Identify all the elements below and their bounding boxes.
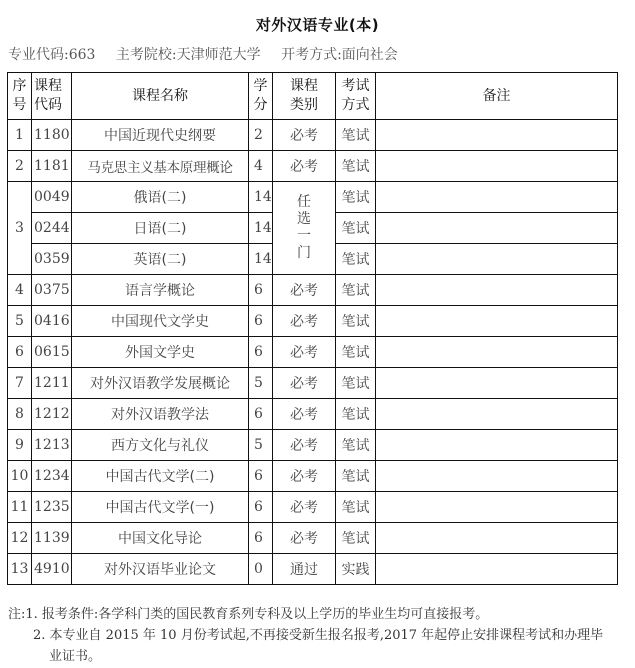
cell-type: 必考 <box>273 399 336 430</box>
header-type: 课程 类别 <box>273 73 336 120</box>
cell-credit: 0 <box>249 554 273 585</box>
cell-mode: 笔试 <box>336 430 376 461</box>
cell-type: 必考 <box>273 430 336 461</box>
header-remark: 备注 <box>376 73 618 120</box>
table-row <box>8 492 618 523</box>
cell-credit: 14 <box>249 182 273 213</box>
cell-type: 必考 <box>273 275 336 306</box>
cell-code: 1234 <box>32 461 72 492</box>
table-row <box>8 306 618 337</box>
cell-mode: 笔试 <box>336 523 376 554</box>
cell-name: 英语(二) <box>72 244 249 275</box>
cell-remark <box>376 430 618 461</box>
cell-code: 0416 <box>32 306 72 337</box>
table-row <box>8 461 618 492</box>
cell-type-elective: 任 选 一 门 <box>273 182 336 275</box>
cell-no: 7 <box>8 368 32 399</box>
table-row <box>8 554 618 585</box>
table-row <box>8 275 618 306</box>
cell-type: 必考 <box>273 120 336 151</box>
cell-mode: 笔试 <box>336 151 376 182</box>
cell-name: 外国文学史 <box>72 337 249 368</box>
header-name: 课程名称 <box>72 73 249 120</box>
header-credit: 学 分 <box>249 73 273 120</box>
cell-name: 西方文化与礼仪 <box>72 430 249 461</box>
cell-credit: 6 <box>249 492 273 523</box>
table-row <box>8 399 618 430</box>
cell-no: 8 <box>8 399 32 430</box>
cell-remark <box>376 306 618 337</box>
cell-remark <box>376 554 618 585</box>
cell-type: 必考 <box>273 492 336 523</box>
cell-mode: 笔试 <box>336 399 376 430</box>
cell-type: 必考 <box>273 337 336 368</box>
cell-mode: 笔试 <box>336 492 376 523</box>
cell-remark <box>376 244 618 275</box>
table-row <box>8 151 618 182</box>
cell-mode: 笔试 <box>336 368 376 399</box>
cell-type: 必考 <box>273 368 336 399</box>
cell-code: 1211 <box>32 368 72 399</box>
cell-no: 11 <box>8 492 32 523</box>
cell-credit: 6 <box>249 461 273 492</box>
cell-mode: 笔试 <box>336 244 376 275</box>
cell-remark <box>376 182 618 213</box>
note-2-continued: 业证书。 <box>49 649 102 664</box>
cell-credit: 5 <box>249 368 273 399</box>
table-row <box>8 430 618 461</box>
cell-credit: 6 <box>249 275 273 306</box>
cell-code: 1213 <box>32 430 72 461</box>
cell-name: 对外汉语教学发展概论 <box>72 368 249 399</box>
cell-name: 对外汉语毕业论文 <box>72 554 249 585</box>
cell-remark <box>376 461 618 492</box>
institution: 主考院校:天津师范大学 <box>115 47 261 63</box>
header-mode: 考试 方式 <box>336 73 376 120</box>
cell-no: 12 <box>8 523 32 554</box>
table-row <box>8 523 618 554</box>
cell-no: 9 <box>8 430 32 461</box>
major-code: 专业代码:663 <box>8 47 96 63</box>
cell-code: 1180 <box>32 120 72 151</box>
cell-credit: 6 <box>249 306 273 337</box>
cell-name: 俄语(二) <box>72 182 249 213</box>
cell-code: 1235 <box>32 492 72 523</box>
cell-remark <box>376 492 618 523</box>
cell-name: 对外汉语教学法 <box>72 399 249 430</box>
cell-remark <box>376 399 618 430</box>
cell-mode: 笔试 <box>336 306 376 337</box>
cell-mode: 笔试 <box>336 213 376 244</box>
cell-code: 1212 <box>32 399 72 430</box>
cell-mode: 笔试 <box>336 182 376 213</box>
cell-code: 0615 <box>32 337 72 368</box>
cell-credit: 4 <box>249 151 273 182</box>
table-header-row <box>8 73 618 120</box>
table-row <box>8 337 618 368</box>
cell-code: 0375 <box>32 275 72 306</box>
table-row <box>8 182 618 213</box>
cell-name: 中国文化导论 <box>72 523 249 554</box>
cell-code: 0359 <box>32 244 72 275</box>
cell-name: 中国古代文学(一) <box>72 492 249 523</box>
cell-code: 1139 <box>32 523 72 554</box>
cell-remark <box>376 213 618 244</box>
cell-name: 马克思主义基本原理概论 <box>72 151 249 182</box>
table-row <box>8 368 618 399</box>
cell-remark <box>376 151 618 182</box>
cell-type: 必考 <box>273 306 336 337</box>
cell-code: 1181 <box>32 151 72 182</box>
cell-type: 必考 <box>273 151 336 182</box>
cell-mode: 笔试 <box>336 461 376 492</box>
cell-credit: 14 <box>249 213 273 244</box>
cell-mode: 笔试 <box>336 120 376 151</box>
cell-no: 1 <box>8 120 32 151</box>
note-1: 注:1. 报考条件:各学科门类的国民教育系列专科及以上学历的毕业生均可直接报考。 <box>8 607 489 622</box>
cell-no: 10 <box>8 461 32 492</box>
cell-name: 中国现代文学史 <box>72 306 249 337</box>
cell-no: 13 <box>8 554 32 585</box>
document-title: 对外汉语专业(本) <box>255 16 380 34</box>
cell-remark <box>376 368 618 399</box>
cell-credit: 14 <box>249 244 273 275</box>
cell-no: 5 <box>8 306 32 337</box>
cell-code: 4910 <box>32 554 72 585</box>
cell-remark <box>376 275 618 306</box>
cell-no: 6 <box>8 337 32 368</box>
cell-no: 2 <box>8 151 32 182</box>
cell-no: 4 <box>8 275 32 306</box>
cell-name: 中国古代文学(二) <box>72 461 249 492</box>
cell-type: 通过 <box>273 554 336 585</box>
cell-mode: 笔试 <box>336 337 376 368</box>
cell-credit: 6 <box>249 523 273 554</box>
cell-remark <box>376 337 618 368</box>
notes <box>8 604 628 667</box>
cell-name: 日语(二) <box>72 213 249 244</box>
cell-remark <box>376 120 618 151</box>
cell-credit: 2 <box>249 120 273 151</box>
cell-mode: 笔试 <box>336 275 376 306</box>
cell-type: 必考 <box>273 523 336 554</box>
cell-remark <box>376 523 618 554</box>
header-code: 课程 代码 <box>32 73 72 120</box>
cell-code: 0049 <box>32 182 72 213</box>
cell-no: 3 <box>8 182 32 275</box>
exam-mode: 开考方式:面向社会 <box>281 47 398 63</box>
cell-type: 必考 <box>273 461 336 492</box>
cell-name: 中国近现代史纲要 <box>72 120 249 151</box>
table-row <box>8 120 618 151</box>
note-2: 2. 本专业自 2015 年 10 月份考试起,不再接受新生报名报考,2017 年起停止安排课程考试和办理毕 <box>33 628 604 643</box>
header-no: 序 号 <box>8 73 32 120</box>
cell-mode: 实践 <box>336 554 376 585</box>
cell-name: 语言学概论 <box>72 275 249 306</box>
major-meta <box>8 44 414 64</box>
cell-credit: 6 <box>249 337 273 368</box>
cell-credit: 5 <box>249 430 273 461</box>
cell-code: 0244 <box>32 213 72 244</box>
cell-credit: 6 <box>249 399 273 430</box>
course-table <box>7 72 618 585</box>
